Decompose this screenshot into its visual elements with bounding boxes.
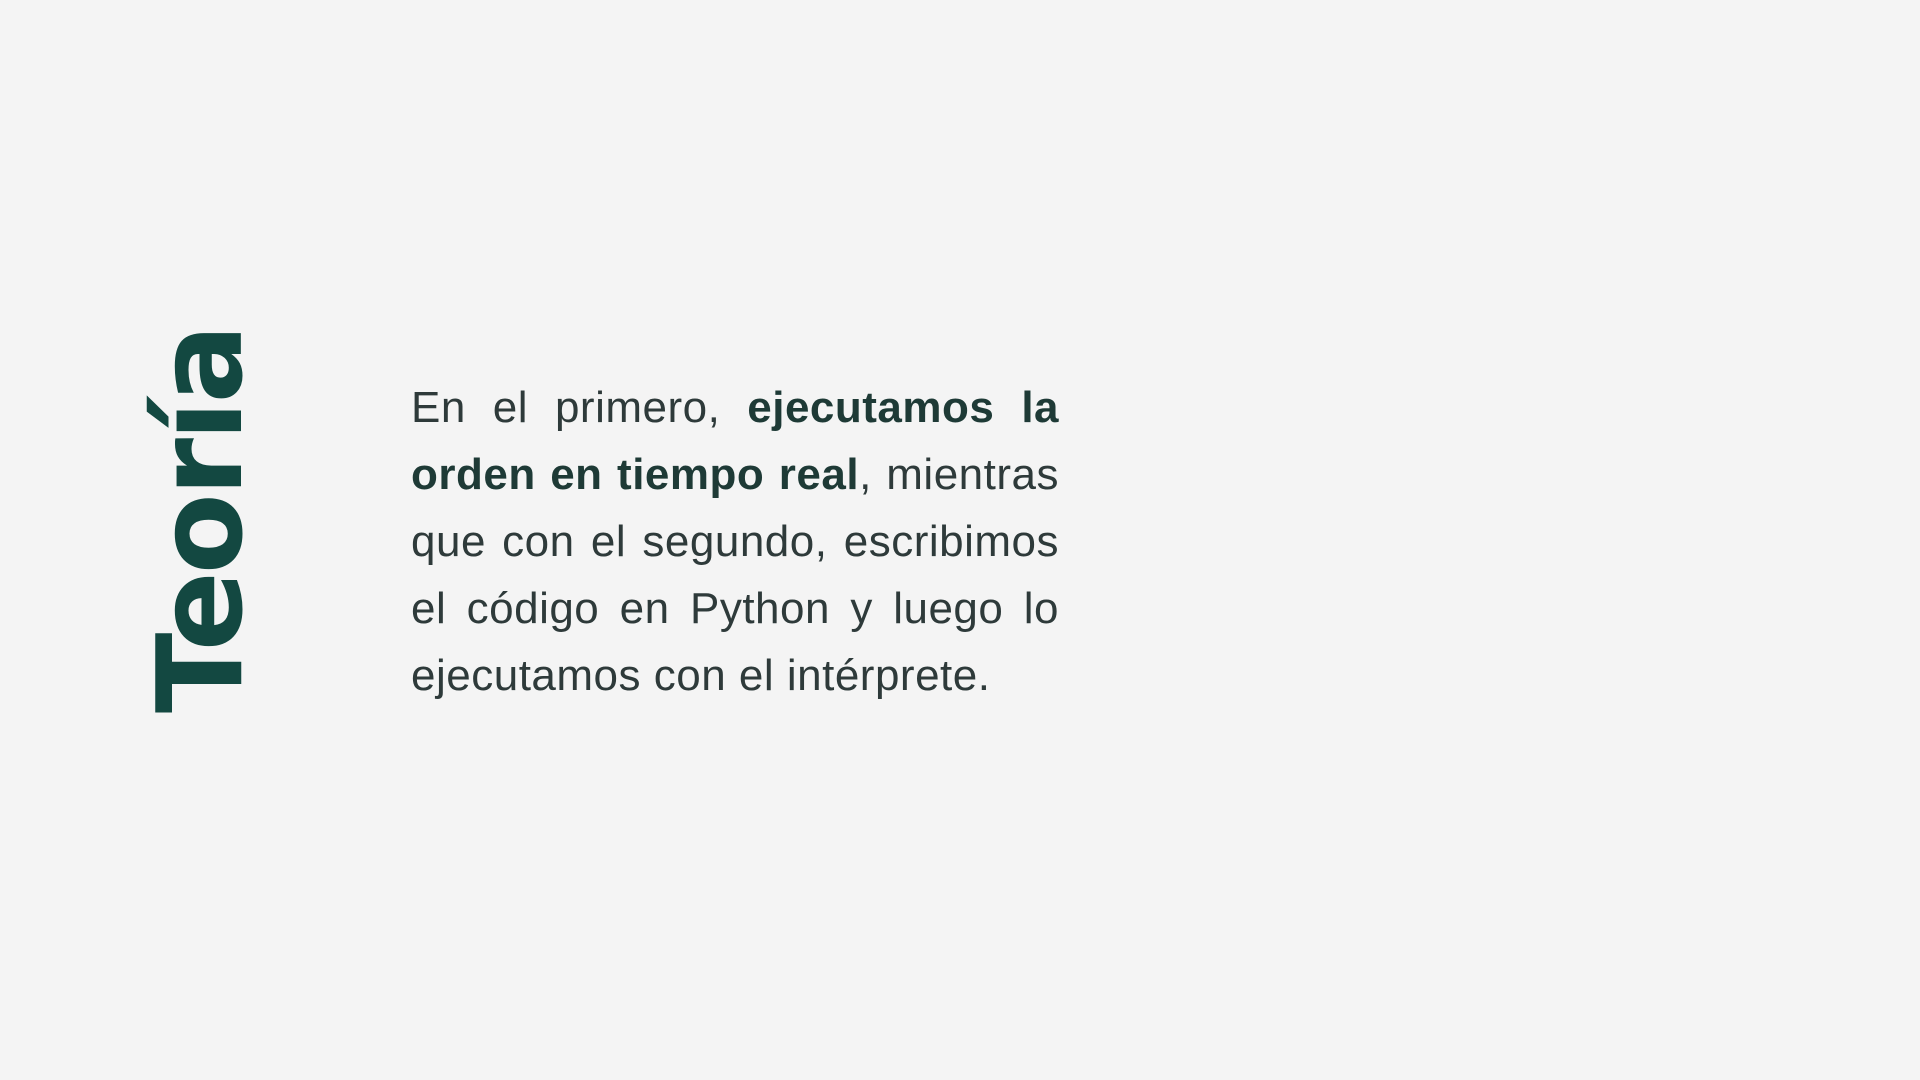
paragraph-emphasis: ejecutamos la orden en tiempo real: [411, 383, 1060, 499]
body-paragraph: [411, 374, 1059, 709]
paragraph-intro: En el primero,: [411, 383, 748, 432]
section-title: Teoría: [131, 326, 269, 714]
paragraph-rest: , mientras que con el segundo, escribimos el código en Python y luego lo ejecutamos con el intérprete.: [411, 450, 1059, 700]
